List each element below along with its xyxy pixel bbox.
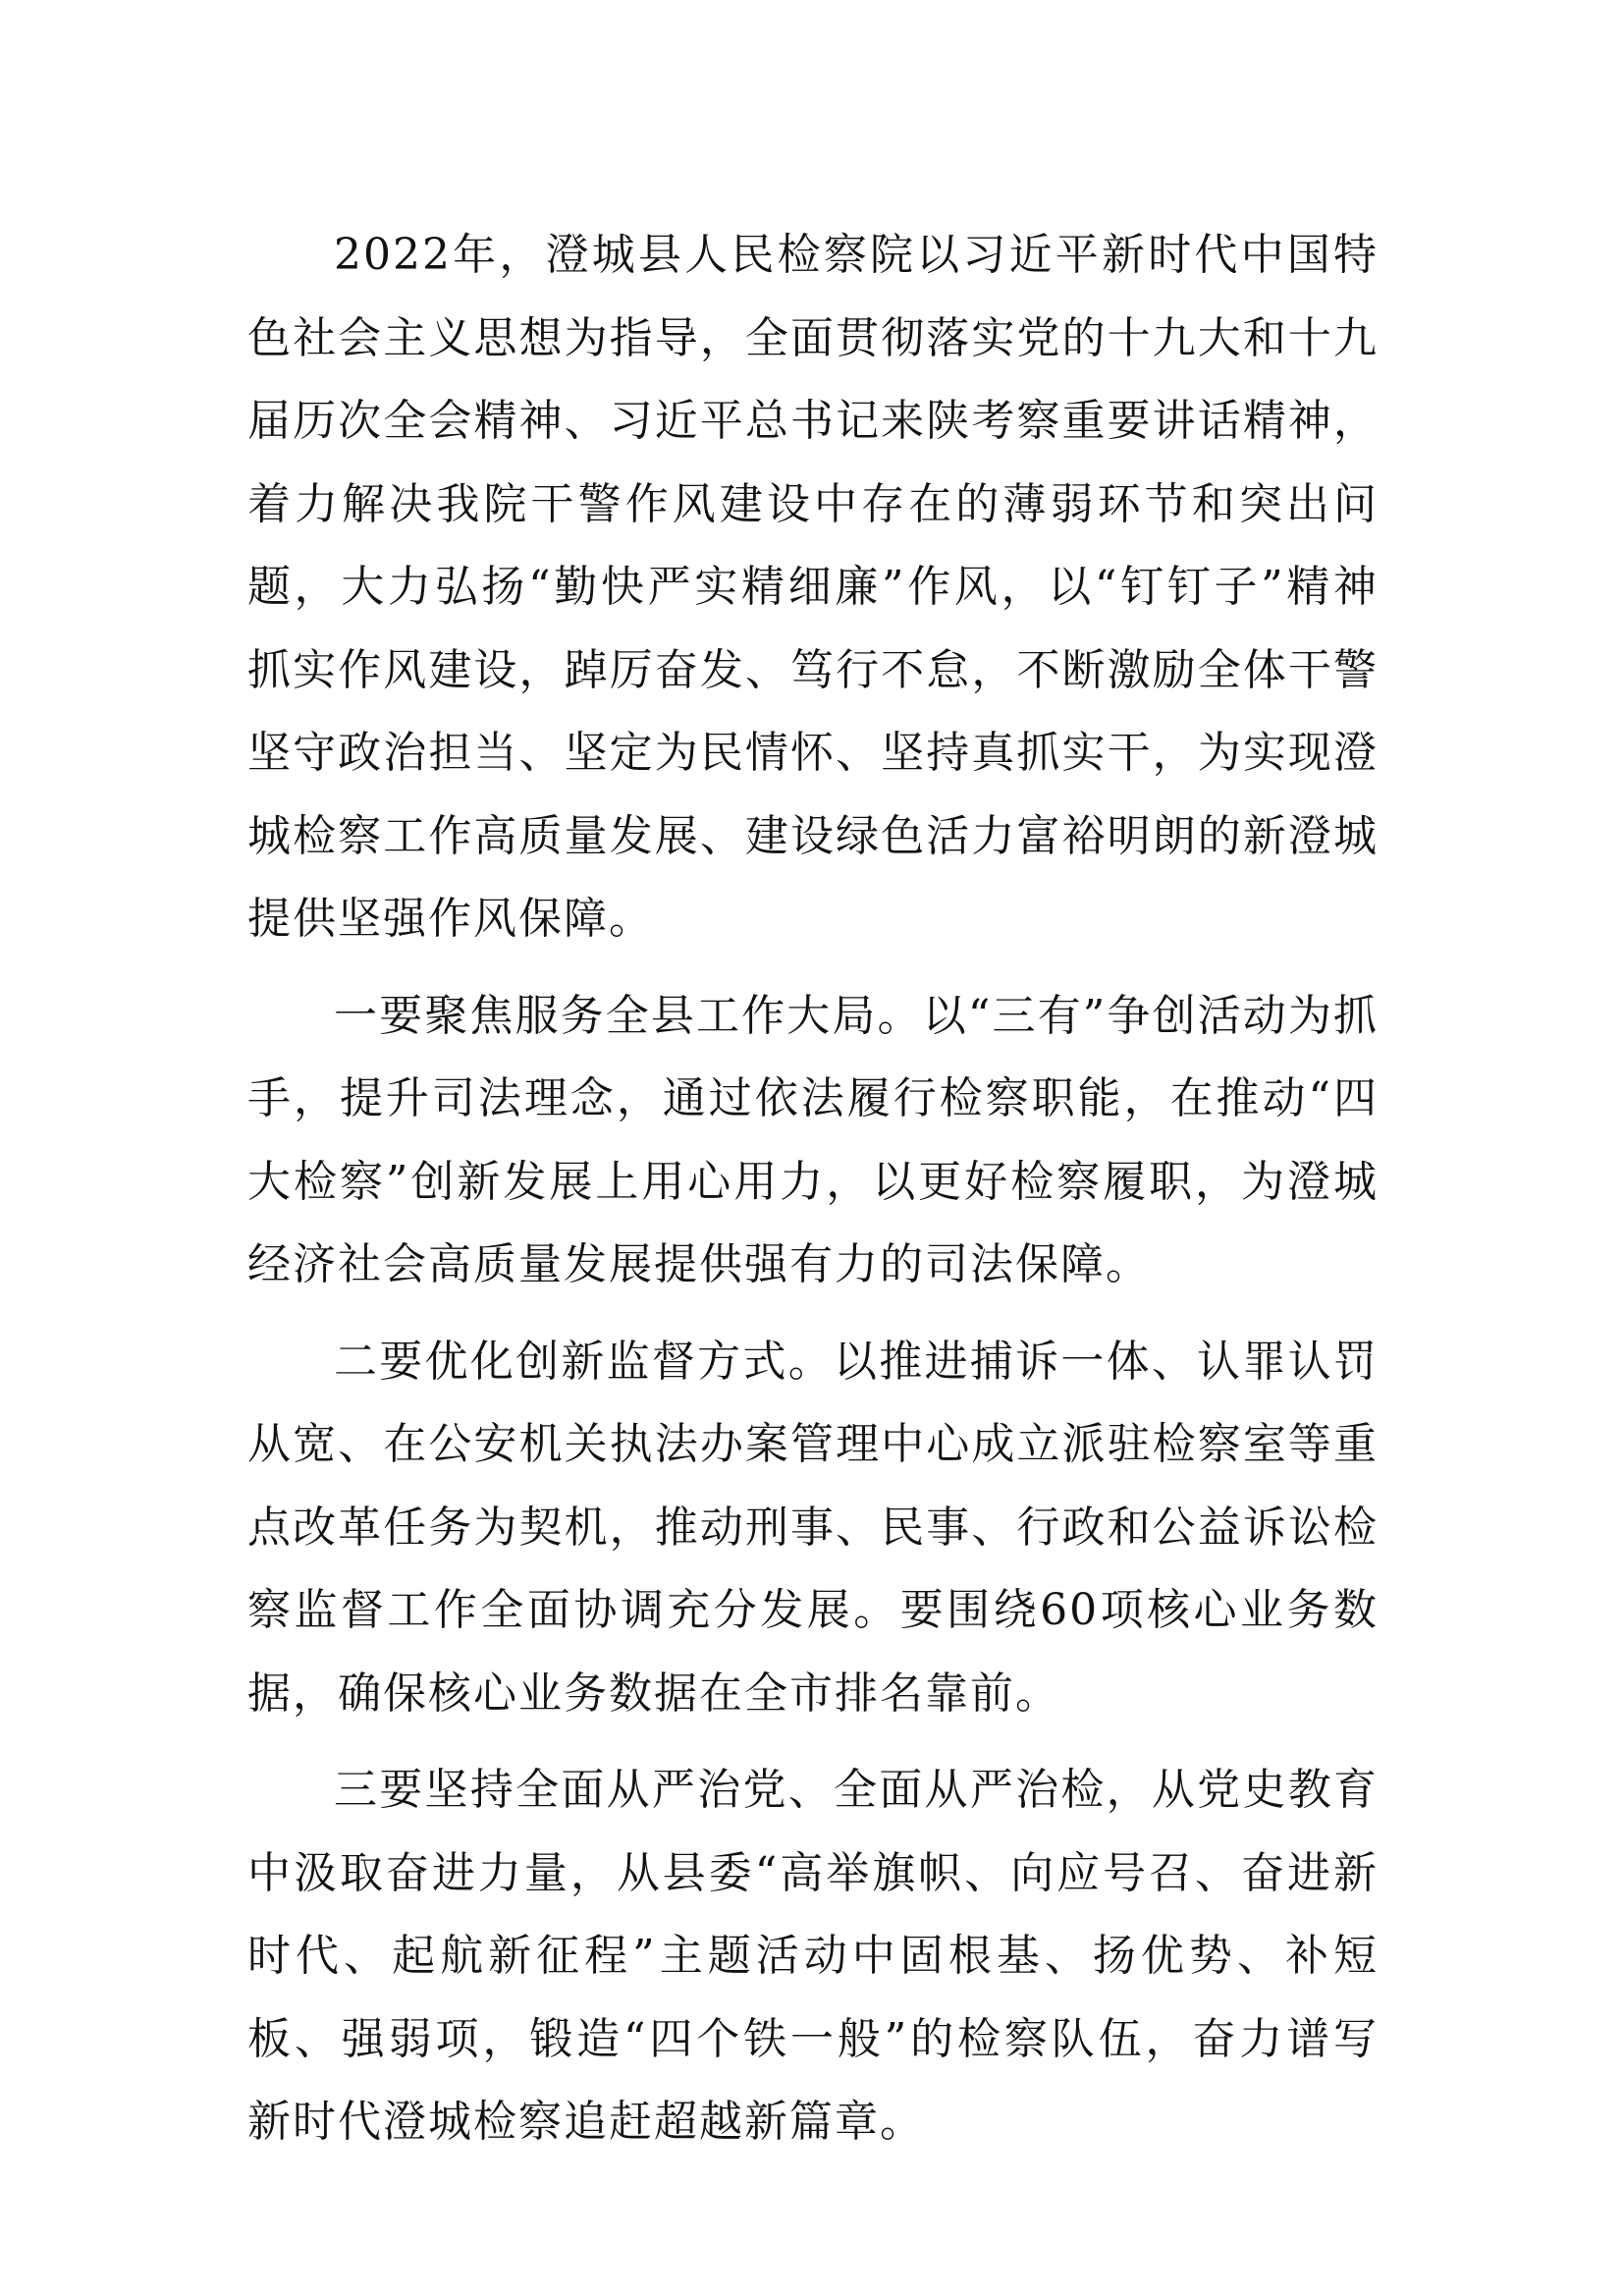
document-body bbox=[247, 214, 1379, 2164]
paragraph-point-two: 二要优化创新监督方式。以推进捕诉一体、认罪认罚从宽、在公安机关执法办案管理中心成立派驻检察室等重点改革任务为契机，推动刑事、民事、行政和公益诉讼检察监督工作全面协调充分发展。要围绕60项核心业务数据，确保核心业务数据在全市排名靠前。 bbox=[247, 1336, 1379, 1719]
paragraph-point-three: 三要坚持全面从严治党、全面从严治检，从党史教育中汲取奋进力量，从县委“高举旗帜、向应号召、奋进新时代、起航新征程”主题活动中固根基、扬优势、补短板、强弱项，锻造“四个铁一般”的检察队伍，奋力谱写新时代澄城检察追赶超越新篇章。 bbox=[247, 1765, 1379, 2147]
paragraph-intro: 2022年，澄城县人民检察院以习近平新时代中国特色社会主义思想为指导，全面贯彻落实党的十九大和十九届历次全会精神、习近平总书记来陕考察重要讲话精神，着力解决我院干警作风建设中存在的薄弱环节和突出问题，大力弘扬“勤快严实精细廉”作风，以“钉钉子”精神抓实作风建设，踔厉奋发、笃行不怠，不断激励全体干警坚守政治担当、坚定为民情怀、坚持真抓实干，为实现澄城检察工作高质量发展、建设绿色活力富裕明朗的新澄城提供坚强作风保障。 bbox=[247, 230, 1379, 944]
paragraph-point-one: 一要聚焦服务全县工作大局。以“三有”争创活动为抓手，提升司法理念，通过依法履行检察职能，在推动“四大检察”创新发展上用心用力，以更好检察履职，为澄城经济社会高质量发展提供强有力的司法保障。 bbox=[247, 990, 1379, 1289]
